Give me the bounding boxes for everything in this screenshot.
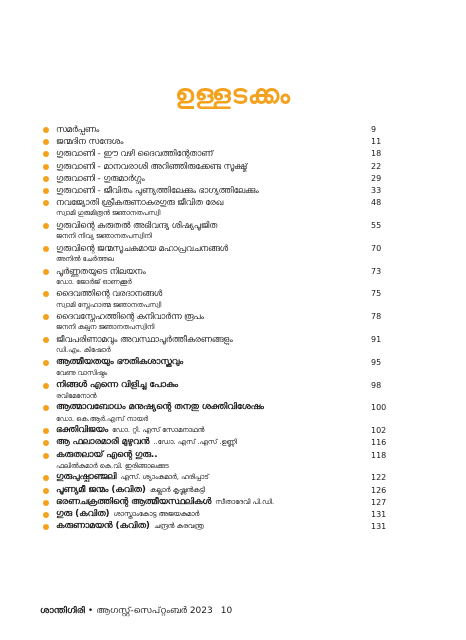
bullet-icon — [43, 139, 49, 145]
entry-author-inline: എസ്. ശ്യാംകുമാർ, ഹരിപ്പാട് — [120, 473, 209, 482]
bullet-icon — [43, 405, 49, 411]
entry-title-text: ഗുരുപുഷ്പാഞ്ജലി — [56, 472, 117, 483]
bullet-icon — [43, 291, 49, 297]
bullet-icon — [43, 246, 49, 252]
entry-author-inline: സീതാദേവി പി.ഡി. — [215, 497, 275, 506]
bullet-icon — [43, 524, 49, 530]
entry-title-text: ഭരണചക്രത്തിന്റെ ആത്മീയസ്ഥലികൾ — [56, 496, 212, 507]
entry-title: സമർപ്പണം — [56, 124, 100, 134]
entry-page-number: 55 — [371, 221, 382, 230]
entry-page-number: 116 — [371, 438, 387, 448]
entry-title — [56, 425, 356, 435]
bullet-icon — [43, 500, 49, 506]
entry-title: നവജ്യോതി ശ്രീകരുണാകരഗുരു ജീവിത രേഖ — [56, 197, 224, 208]
entry-author: ഡോ. ജോർജ് ഓണക്കൂർ — [56, 277, 132, 286]
entry-page-number: 118 — [371, 450, 387, 460]
entry-author-inline: ചന്ദ്രൻ കരവന്ത്ര — [153, 522, 204, 531]
bullet-icon — [43, 488, 49, 494]
footer-bullet: • — [87, 606, 94, 616]
entry-author: ഫലിൽകുമാർ കെ.വി. ഇരിങ്ങാലക്കുട — [56, 461, 169, 470]
entry-title: ജീവപരിണാമവും അവസ്ഥാപൂർത്തീകരണങ്ങളും — [56, 334, 233, 344]
entry-page-number: 70 — [371, 243, 382, 253]
entry-title: ഗുരുവിന്റെ കരുതൽ അഭിവന്ദ്യ ശിഷ്യപൂജിത — [56, 220, 218, 230]
bullet-icon — [43, 428, 49, 434]
entry-title — [56, 485, 356, 495]
bullet-icon — [43, 127, 49, 133]
entry-page-number: 78 — [371, 312, 382, 322]
entry-title — [56, 437, 356, 447]
bullet-icon — [43, 200, 49, 206]
entry-title: ഗുരുവിന്റെ ജന്മസൂചകമായ മഹാപ്രവചനങ്ങൾ — [56, 242, 229, 253]
entry-page-number: 126 — [371, 485, 387, 495]
entry-author: ഡി.എം. കിഷോർ — [56, 346, 111, 355]
page-number: 10 — [220, 606, 233, 616]
entry-title — [56, 472, 356, 482]
magazine-name: ശാന്തിഗിരി — [40, 606, 85, 616]
entry-author: അനിൽ ചേർത്തല — [56, 254, 114, 263]
bullet-icon — [43, 337, 49, 343]
entry-author-inline: ഡോ. റ്റി. എസ് സോമനാഥൻ — [112, 426, 205, 435]
bullet-icon — [43, 269, 49, 275]
entry-page-number: 95 — [371, 357, 382, 367]
entry-page-number: 100 — [371, 403, 387, 413]
entry-author-inline: ശാസ്താംകോട്ട അജയകുമാർ — [113, 510, 200, 518]
entry-title: ആത്മാവബോധം മനുഷ്യന്റെ തനതു ശക്തിവിശേഷം — [56, 402, 264, 413]
entry-page-number: 73 — [371, 266, 382, 276]
entry-title — [56, 509, 356, 519]
page-title: ഉള്ളടക്കം — [175, 80, 291, 110]
issue-date: ആഗസ്റ്റ്-സെപ്റ്റംബർ 2023 — [96, 606, 213, 616]
entry-title: ദൈവസ്നേഹത്തിന്റെ കനിവാർന്ന രൂപം — [56, 311, 204, 322]
entry-author-inline: ..ഡോ. എസ് .എസ് .ഉണ്ണി — [153, 438, 237, 447]
bullet-icon — [43, 164, 49, 170]
entry-page-number: 91 — [371, 335, 382, 344]
entry-page-number: 75 — [371, 289, 382, 299]
entry-title-text: കരുണാമയൻ (കവിത) — [56, 521, 150, 532]
entry-author: ജനനി നിവ്യ ജ്ഞാനതപസ്വിനി — [56, 232, 152, 241]
entry-author: സ്വാമി സ്നേഹാത്മ ജ്ഞാനതപസ്വി — [56, 300, 162, 309]
entry-title-text: പൂണ്യമീ ജന്മം (കവിത) — [56, 484, 146, 495]
entry-title: ഗുരുവാണി - ഗുരുമാർഗ്ഗം — [56, 172, 145, 183]
entry-title: ഗുരുവാണി - ഈ വഴി ദൈവത്തിന്റേതാണ് — [56, 148, 214, 159]
entry-author: ജനനി കല്പന ജ്ഞാനതപസ്വിനി — [56, 323, 155, 332]
bullet-icon — [43, 475, 49, 481]
entry-title — [56, 497, 356, 507]
entry-author: രവിമേനോൻ — [56, 391, 97, 400]
bullet-icon — [43, 176, 49, 182]
bullet-icon — [43, 151, 49, 157]
entry-title-text: ആ ഫലാരമാരി മുഴുവൻ — [56, 437, 150, 448]
bullet-icon — [43, 440, 49, 446]
entry-author-inline: കല്ലാർ കൃഷ്ണൻകുട്ടി — [149, 485, 206, 494]
entry-page-number: 9 — [371, 125, 377, 134]
bullet-icon — [43, 314, 49, 320]
entry-page-number: 131 — [371, 522, 387, 532]
entry-page-number: 122 — [371, 473, 387, 483]
entry-title: ഗുരുവാണി - ജീവിതം പുണ്യത്തിലേക്കും ഭാഗ്യത്തിലേക്കും — [56, 185, 259, 195]
entry-title: ദൈവത്തിന്റെ വരദാനങ്ങൾ — [56, 288, 163, 299]
entry-author: വേണു വാസിഷ്ഠം — [56, 368, 108, 377]
entry-page-number: 48 — [371, 198, 382, 208]
entry-page-number: 98 — [371, 380, 382, 390]
entry-page-number: 22 — [371, 161, 382, 171]
entry-author: സ്വാമി ഗുരുമിത്രൻ ജ്ഞാനതപസ്വി — [56, 209, 161, 218]
entry-page-number: 127 — [371, 497, 387, 507]
entry-title-text: ഗുരു (കവിത) — [56, 509, 110, 519]
entry-title: ജന്മദിന സന്ദേശം — [56, 136, 124, 147]
entry-page-number: 131 — [371, 510, 387, 519]
entry-page-number: 102 — [371, 426, 387, 436]
entry-title: ഗുരുവാണി - മാനവരാശി അറിഞ്ഞിരുക്കേണ്ട സൂക്ഷ്മ് — [56, 160, 248, 171]
bullet-icon — [43, 188, 49, 194]
bullet-icon — [43, 223, 49, 229]
entry-title — [56, 521, 356, 531]
entry-page-number: 29 — [371, 173, 382, 183]
entry-title: ആത്മീയതയും ഭൗതികശാസ്ത്രവും — [56, 356, 184, 367]
footer — [40, 606, 300, 616]
entry-title: പൂർണ്ണതയുടെ നിലയനം — [56, 265, 146, 276]
entry-title-text: ഭക്തിവിജയം — [56, 425, 108, 436]
bullet-icon — [43, 383, 49, 389]
entry-author: ഡോ. കെ.ആർ.എസ് നായർ — [56, 414, 149, 423]
bullet-icon — [43, 360, 49, 366]
entry-title: കരുതലായ് എന്റെ ഗുരു.. — [56, 449, 158, 460]
entry-title: നിങ്ങൾ എന്നെ വിളിച്ചു പോകും — [56, 379, 178, 390]
entry-page-number: 33 — [371, 186, 382, 195]
bullet-icon — [43, 512, 49, 518]
entry-page-number: 18 — [371, 149, 382, 159]
bullet-icon — [43, 453, 49, 459]
entry-page-number: 11 — [371, 137, 382, 147]
